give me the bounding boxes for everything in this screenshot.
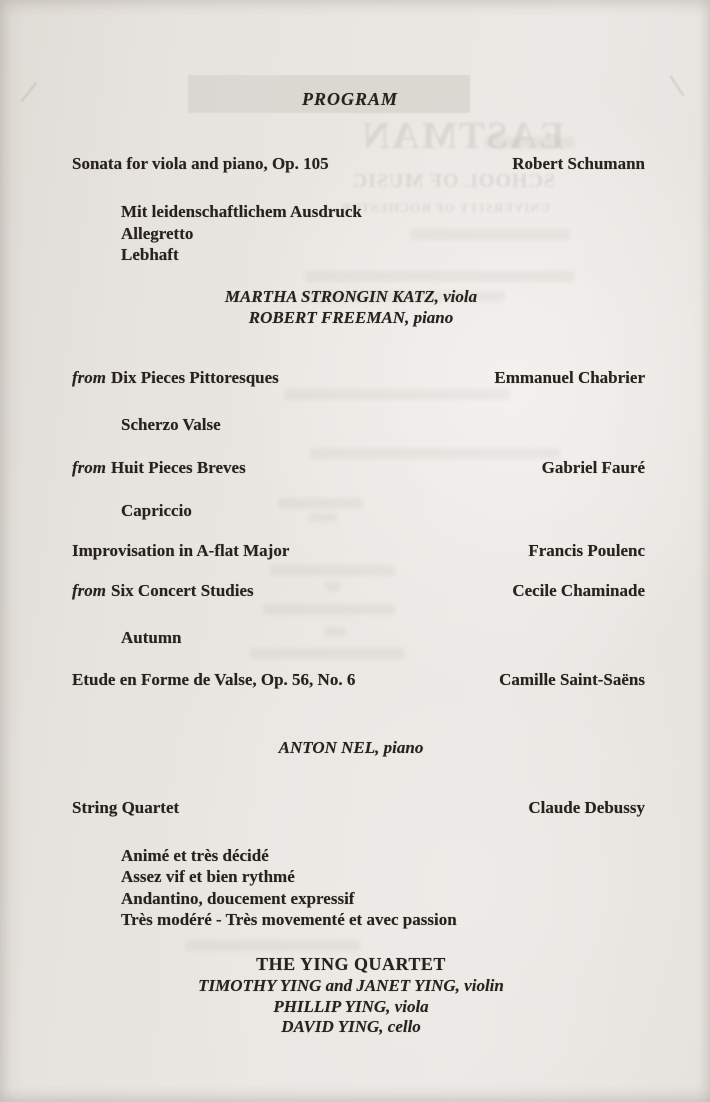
movement: Capriccio: [121, 501, 192, 520]
piece-title-text: String Quartet: [72, 798, 180, 817]
piece-title: [72, 459, 246, 477]
bleedthrough-mark: [185, 940, 360, 951]
performers-group: [0, 953, 702, 1038]
bleedthrough-school-text: SCHOOL OF MUSIC: [351, 170, 555, 192]
piece-title-text: Six Concert Studies: [111, 581, 254, 600]
bleedthrough-mark: [310, 448, 560, 459]
program-entry: [72, 799, 645, 817]
piece-title-text: Dix Pieces Pittoresques: [111, 368, 279, 387]
performer-line: ROBERT FREEMAN, piano: [248, 308, 454, 327]
composer-name: Camille Saint-Saëns: [499, 670, 645, 689]
bleedthrough-mark: [485, 137, 575, 148]
scan-scratch-mark: [669, 75, 684, 96]
piece-title-text: Improvisation in A-flat Major: [72, 541, 290, 560]
movement: Allegretto: [121, 223, 194, 243]
program-entry: [72, 369, 645, 387]
composer-name: Emmanuel Chabrier: [494, 368, 645, 387]
piece-title: [72, 155, 329, 173]
movement: Mit leidenschaftlichem Ausdruck: [121, 202, 362, 221]
movement-list: [121, 845, 457, 930]
bleedthrough-mark: [325, 627, 345, 636]
piece-title: [72, 799, 179, 817]
performers-group: [0, 737, 702, 758]
program-entry: [72, 459, 645, 477]
page-title: PROGRAM: [301, 89, 398, 109]
program-entry: [72, 582, 645, 600]
movement-list: [121, 201, 362, 266]
composer-name: Robert Schumann: [512, 154, 645, 173]
bleedthrough-mark: [278, 498, 363, 509]
program-entry: [72, 542, 645, 560]
movement-list: [121, 414, 221, 436]
performer-line: ANTON NEL, piano: [278, 738, 424, 757]
piece-prefix: from: [72, 581, 106, 600]
bleedthrough-mark: [285, 389, 510, 400]
performer-line: MARTHA STRONGIN KATZ, viola: [224, 287, 478, 306]
bleedthrough-masthead-text: EASTMAN: [360, 115, 565, 157]
movement: Lebhaft: [121, 245, 179, 264]
performer-line: PHILLIP YING, viola: [273, 996, 429, 1016]
scan-scratch-mark: [21, 82, 37, 102]
composer-name: Gabriel Fauré: [541, 458, 645, 477]
piece-prefix: from: [72, 368, 106, 387]
movement-list: [121, 627, 181, 649]
movement: Très modéré - Très movementé et avec passion: [121, 909, 457, 929]
piece-title-text: Etude en Forme de Valse, Op. 56, No. 6: [72, 670, 356, 689]
piece-title: [72, 542, 289, 560]
performers-group: [0, 286, 702, 328]
bleedthrough-mark: [410, 229, 570, 240]
piece-title: [72, 582, 254, 600]
composer-name: Cecile Chaminade: [512, 581, 645, 600]
performer-line: TIMOTHY YING and JANET YING, violin: [198, 976, 504, 995]
bleedthrough-mark: [250, 648, 405, 659]
composer-name: Francis Poulenc: [528, 541, 645, 560]
program-entry: [72, 671, 645, 689]
bleedthrough-mark: [263, 604, 395, 615]
piece-title: [72, 369, 279, 387]
movement: Autumn: [121, 628, 182, 647]
movement-list: [121, 500, 192, 522]
composer-name: Claude Debussy: [528, 798, 645, 817]
piece-title-text: Huit Pieces Breves: [111, 458, 246, 477]
movement: Assez vif et bien rythmé: [121, 867, 295, 887]
program-entry: [72, 155, 645, 173]
ensemble-name: THE YING QUARTET: [256, 954, 446, 974]
movement: Scherzo Valse: [121, 415, 221, 434]
movement: Animé et très décidé: [121, 846, 269, 865]
bleedthrough-mark: [305, 271, 575, 282]
piece-prefix: from: [72, 458, 106, 477]
piece-title: [72, 671, 355, 689]
bleedthrough-university-text: UNIVERSITY OF ROCHESTER: [340, 200, 550, 215]
movement: Andantino, doucement expressif: [121, 888, 355, 908]
bleedthrough-mark: [270, 565, 395, 576]
piece-title-text: Sonata for viola and piano, Op. 105: [72, 154, 329, 173]
performer-line: DAVID YING, cello: [281, 1017, 421, 1036]
bleedthrough-mark: [309, 513, 337, 522]
